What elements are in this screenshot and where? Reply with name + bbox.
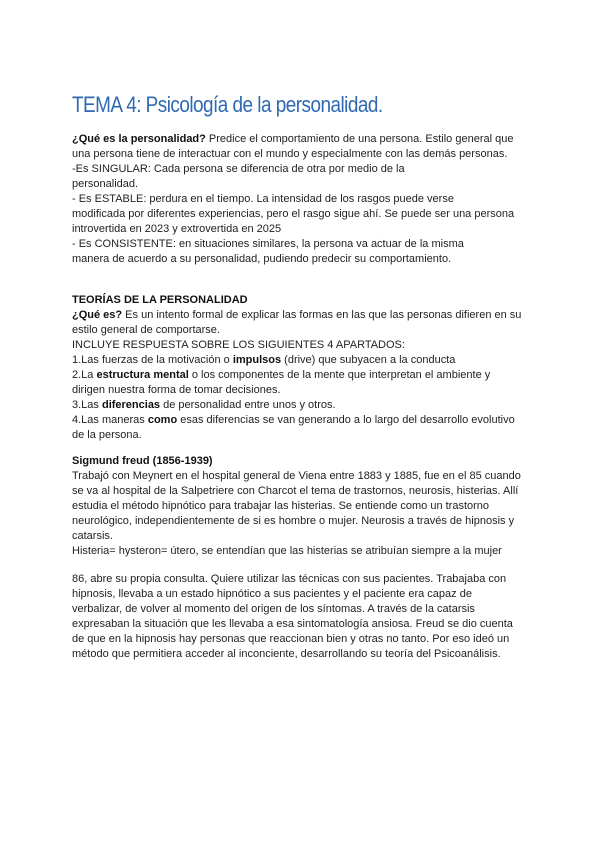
section-heading: TEORÍAS DE LA PERSONALIDAD	[72, 294, 248, 306]
intro-line: - Es ESTABLE: perdura en el tiempo. La intensidad de los rasgos puede verse	[72, 193, 454, 205]
intro-line: - Es CONSISTENTE: en situaciones similares, la persona va actuar de la misma	[72, 238, 464, 250]
intro-line: una persona tiene de interactuar con el mundo y especialmente con las demás personas.	[72, 148, 508, 160]
freud-line: Trabajó con Meynert en el hospital general de Viena entre 1883 y 1885, fue en el 85 cuando	[72, 470, 521, 482]
freud-line: expresaban la situación que les llevaba a esa sintomatología ansiosa. Freud se dio cuenta	[72, 618, 513, 630]
theories-line: ¿Qué es? Es un intento formal de explicar las formas en las que las personas difieren en su	[72, 309, 522, 321]
freud-paragraph-2	[72, 572, 532, 662]
list-item: 2.La estructura mental o los componentes de la mente que interpretan el ambiente y	[72, 369, 491, 381]
intro-line: modificada por diferentes experiencias, pero el rasgo sigue ahí. Se puede ser una persona	[72, 208, 515, 220]
list-item: 3.Las diferencias de personalidad entre unos y otros.	[72, 399, 336, 411]
freud-line: verbalizar, de volver al momento del origen de los síntomas. A través de la catarsis	[72, 603, 475, 615]
intro-line: introvertida en 2023 y extrovertida en 2025	[72, 223, 282, 235]
section-heading: Sigmund freud (1856-1939)	[72, 455, 213, 467]
freud-line: se va al hospital de la Salpetriere con Charcot el tema de trastornos, neurosis, histerias. Allí	[72, 485, 519, 497]
intro-line: manera de acuerdo a su personalidad, pudiendo predecir su comportamiento.	[72, 253, 452, 265]
freud-line: estudia el método hipnótico para trabajar las histerias. Se entiende como un trastorno	[72, 500, 490, 512]
intro-section	[72, 132, 532, 267]
list-item: 1.Las fuerzas de la motivación o impulsos (drive) que subyacen a la conducta	[72, 354, 456, 366]
intro-line	[72, 132, 532, 147]
theories-section	[72, 293, 532, 443]
intro-question: ¿Qué es la personalidad?	[72, 133, 206, 145]
theories-line: INCLUYE RESPUESTA SOBRE LOS SIGUIENTES 4 APARTADOS:	[72, 339, 405, 351]
freud-line: 86, abre su propia consulta. Quiere utilizar las técnicas con sus pacientes. Trabajaba con	[72, 573, 507, 585]
document-title: TEMA 4: Psicología de la personalidad.	[72, 92, 383, 117]
list-item-continuation: de la persona.	[72, 429, 142, 441]
freud-line: catarsis.	[72, 530, 113, 542]
intro-line: personalidad.	[72, 178, 139, 190]
intro-answer: Predice el comportamiento de una persona. Estilo general que	[205, 133, 514, 145]
intro-line: -Es SINGULAR: Cada persona se diferencia de otra por medio de la	[72, 163, 405, 175]
list-item: 4.Las maneras como esas diferencias se van generando a lo largo del desarrollo evolutivo	[72, 414, 515, 426]
freud-line: neurológico, independientemente de si es hombre o mujer. Neurosis a través de hipnosis y	[72, 515, 515, 527]
freud-line: Histeria= hysteron= útero, se entendían que las histerias se atribuían siempre a la mujer	[72, 545, 502, 557]
theories-line: estilo general de comportarse.	[72, 324, 220, 336]
freud-line: método que permitiera acceder al inconciente, desarrollando su teoría del Psicoanálisis.	[72, 648, 501, 660]
list-item-continuation: dirigen nuestra forma de tomar decisiones.	[72, 384, 281, 396]
freud-line: de que en la hipnosis hay personas que reaccionan bien y otras no tanto. Por eso ideó un	[72, 633, 510, 645]
freud-section	[72, 454, 532, 559]
theories-question: ¿Qué es?	[72, 309, 123, 321]
freud-line: hipnosis, llevaba a un estado hipnótico a sus pacientes y el paciente era capaz de	[72, 588, 472, 600]
